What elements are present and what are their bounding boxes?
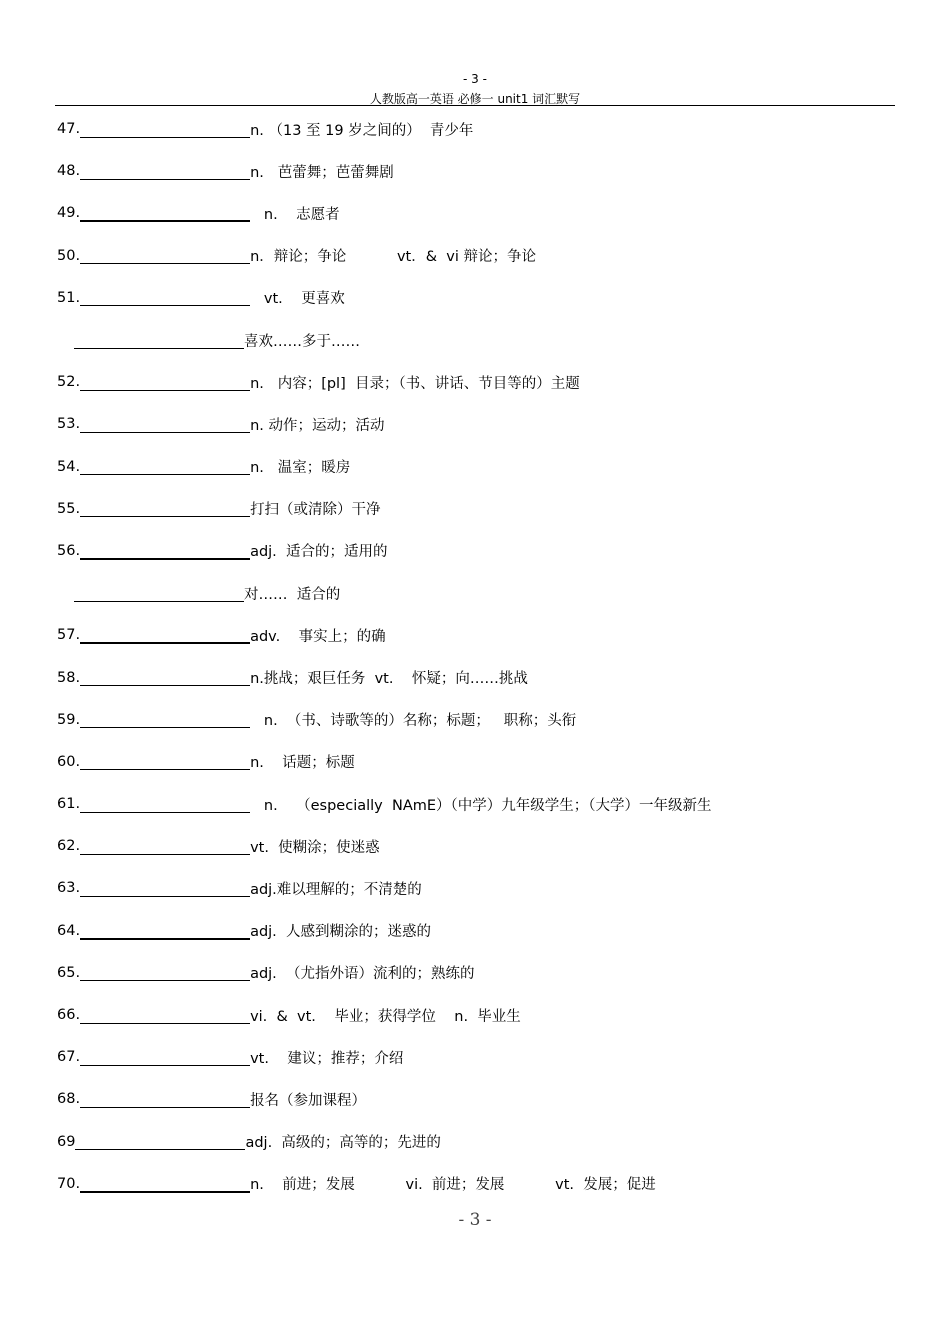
vocab-row [57, 994, 907, 1036]
vocab-definition: n. 芭蕾舞；芭蕾舞剧 [250, 164, 394, 181]
answer-blank[interactable] [80, 500, 250, 517]
vocab-definition: adv. 事实上；的确 [250, 628, 386, 645]
vocab-definition: vt. 使糊涂；使迷惑 [250, 839, 380, 856]
answer-blank[interactable] [80, 1007, 250, 1024]
vocab-number: 69 [57, 1133, 76, 1150]
vocab-definition: n. 温室；暖房 [250, 460, 351, 477]
vocab-row [57, 530, 907, 572]
vocab-number: 59. [57, 711, 81, 728]
vocab-row [57, 108, 907, 150]
answer-blank[interactable] [80, 796, 250, 813]
answer-blank[interactable] [80, 289, 250, 306]
vocab-number: 66. [57, 1007, 81, 1024]
vocab-definition: n. 话题；标题 [250, 755, 355, 772]
vocab-row [57, 403, 907, 445]
vocab-row [57, 741, 907, 783]
vocab-definition: n.挑战；艰巨任务 vt. 怀疑；向……挑战 [250, 671, 528, 688]
vocabulary-list [57, 108, 907, 1205]
vocab-number: 50. [57, 247, 81, 264]
vocab-number: 53. [57, 416, 81, 433]
vocab-definition: 打扫（或清除）干净 [250, 502, 381, 519]
vocab-number: 57. [57, 627, 81, 644]
vocab-number: 55. [57, 500, 81, 517]
answer-blank[interactable] [80, 416, 250, 433]
vocab-definition: n. 前进；发展 vi. 前进；发展 vt. 发展；促进 [250, 1177, 656, 1194]
vocab-row [57, 825, 907, 867]
vocab-definition: n. 内容；[pl] 目录；（书、讲话、节目等的）主题 [250, 375, 580, 392]
vocab-row [57, 1163, 907, 1205]
answer-blank[interactable] [75, 1133, 245, 1150]
answer-blank[interactable] [80, 163, 250, 180]
vocab-row [57, 910, 907, 952]
vocab-number: 61. [57, 796, 81, 813]
vocab-definition: adj. 适合的；适用的 [250, 544, 388, 561]
vocab-definition: n. （especially NAmE）（中学）九年级学生；（大学）一年级新生 [250, 797, 712, 814]
answer-blank[interactable] [80, 542, 250, 560]
answer-blank[interactable] [80, 1049, 250, 1066]
header-divider [55, 105, 895, 106]
vocab-number: 65. [57, 964, 81, 981]
answer-blank[interactable] [80, 753, 250, 770]
vocab-row [57, 1121, 907, 1163]
vocab-row [57, 952, 907, 994]
answer-blank[interactable] [74, 585, 244, 602]
vocab-number: 70. [57, 1175, 81, 1192]
answer-blank[interactable] [80, 626, 250, 644]
vocab-definition: vt. 更喜欢 [250, 291, 345, 308]
vocab-number: 68. [57, 1091, 81, 1108]
vocab-number: 47. [57, 121, 81, 138]
vocab-definition: adj. 高级的；高等的；先进的 [245, 1135, 441, 1152]
vocab-number: 51. [57, 289, 81, 306]
vocab-definition: adj. （尤指外语）流利的；熟练的 [250, 966, 475, 983]
vocab-row [57, 446, 907, 488]
answer-blank[interactable] [80, 1091, 250, 1108]
answer-blank[interactable] [80, 880, 250, 897]
vocab-definition: 报名（参加课程） [250, 1092, 367, 1109]
vocab-row [57, 656, 907, 698]
vocab-definition: adj.难以理解的；不清楚的 [250, 881, 422, 898]
answer-blank[interactable] [80, 1175, 250, 1193]
vocab-row [57, 699, 907, 741]
vocab-definition: vt. 建议；推荐；介绍 [250, 1050, 404, 1067]
vocab-number: 67. [57, 1049, 81, 1066]
vocab-definition: vi. & vt. 毕业；获得学位 n. 毕业生 [250, 1008, 521, 1025]
vocab-row [57, 361, 907, 403]
vocab-row [57, 150, 907, 192]
header-title: 人教版高一英语 必修一 unit1 词汇默写 [369, 92, 581, 106]
vocab-number: 60. [57, 753, 81, 770]
vocab-row [57, 235, 907, 277]
vocab-definition: n. （13 至 19 岁之间的） 青少年 [250, 122, 474, 139]
vocab-row [57, 783, 907, 825]
answer-blank[interactable] [80, 964, 250, 981]
answer-blank[interactable] [80, 669, 250, 686]
vocab-definition: n. （书、诗歌等的）名称；标题； 职称；头衔 [250, 713, 577, 730]
vocab-number: 49. [57, 205, 81, 222]
vocab-number: 54. [57, 458, 81, 475]
vocab-definition: adj. 人感到糊涂的；迷惑的 [250, 924, 432, 941]
answer-blank[interactable] [80, 922, 250, 940]
vocab-number: 58. [57, 669, 81, 686]
vocab-row [57, 319, 907, 361]
vocab-row [57, 572, 907, 614]
vocab-number: 48. [57, 163, 81, 180]
vocab-definition: 喜欢……多于…… [244, 333, 360, 350]
vocab-definition: 对…… 适合的 [244, 586, 341, 603]
vocab-row [57, 1036, 907, 1078]
footer-page-number: - 3 - [458, 1210, 492, 1230]
answer-blank[interactable] [74, 332, 244, 349]
answer-blank[interactable] [80, 204, 250, 222]
vocab-number: 52. [57, 374, 81, 391]
header-page-number: - 3 - [463, 72, 487, 86]
vocab-row [57, 1078, 907, 1120]
vocab-definition: n. 动作；运动；活动 [250, 417, 385, 434]
vocab-row [57, 277, 907, 319]
answer-blank[interactable] [80, 247, 250, 264]
vocab-row [57, 192, 907, 234]
vocab-row [57, 488, 907, 530]
answer-blank[interactable] [80, 374, 250, 391]
vocab-number: 62. [57, 838, 81, 855]
answer-blank[interactable] [80, 121, 250, 138]
answer-blank[interactable] [80, 838, 250, 855]
answer-blank[interactable] [80, 458, 250, 475]
vocab-definition: n．辩论；争论 vt．& vi 辩论；争论 [250, 249, 536, 266]
vocab-number: 63. [57, 880, 81, 897]
answer-blank[interactable] [80, 711, 250, 728]
vocab-number: 56. [57, 542, 81, 559]
vocab-definition: n. 志愿者 [250, 206, 340, 223]
vocab-row [57, 614, 907, 656]
vocab-number: 64. [57, 922, 81, 939]
vocab-row [57, 867, 907, 909]
